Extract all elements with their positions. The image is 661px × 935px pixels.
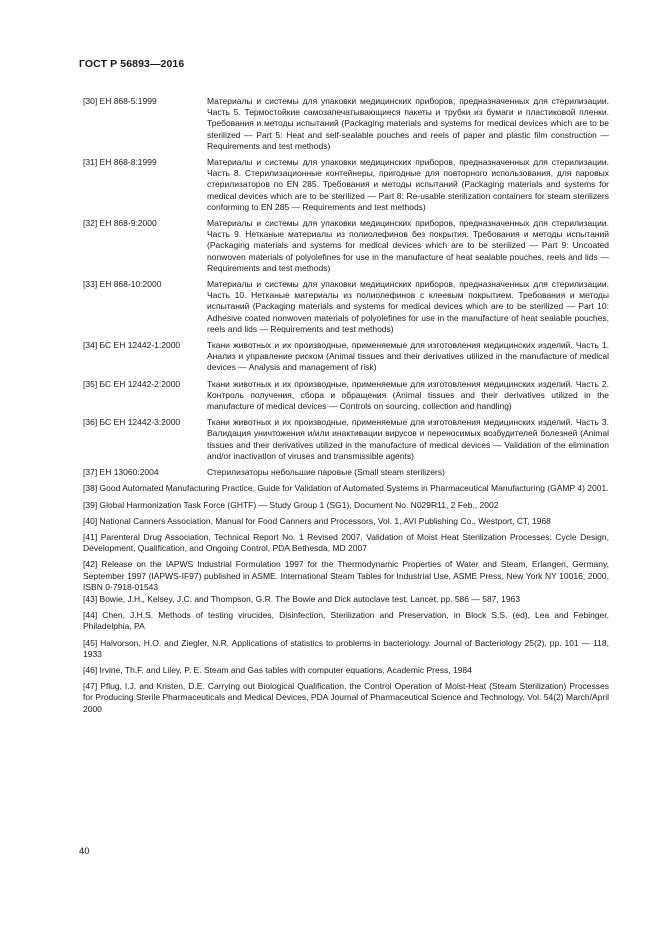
reference-entry: [46] Irvine, Th.F. and Liley, P. E. Steam and Gas tables with computer equations, Academic Press, 1984 xyxy=(83,664,472,675)
page-number: 40 xyxy=(79,846,90,857)
reference-text: Материалы и системы для упаковки медицинских приборов, предназначенных для стерилизации. Часть 8. Стерилизационные контейнеры, пригодные для повторного использования, для паровых стерилизаторов по EN 285. Требования и методы испытаний (Packaging materials and systems for medical devices which are to be sterilized — Part 8: Re-usable sterilization containers for steam sterilizers conforming to EN 285 — Requirements and test methods) xyxy=(207,157,609,212)
reference-entry: [38] Good Automated Manufacturing Practice, Guide for Validation of Automated Systems in Pharmaceutical Manufacturing (GAMP 4) 2001. xyxy=(83,483,609,494)
reference-entry xyxy=(83,279,609,335)
reference-entry: [45] Halvorson, H.O. and Ziegler, N.R. Applications of statistics to problems in bacteriology. Journal of Bacteriology 25(2), pp. 101 — 118, 1933 xyxy=(83,637,609,659)
reference-number: [37] EH 13060:2004 xyxy=(83,467,159,478)
reference-number: [33] EH 868-10:2000 xyxy=(83,279,162,290)
document-header: ГОСТ Р 56893—2016 xyxy=(79,58,185,70)
reference-entry xyxy=(83,417,609,462)
reference-number: [34] БС EH 12442-1:2000 xyxy=(83,340,181,351)
reference-number: [35] БС EH 12442-2:2000 xyxy=(83,378,181,389)
reference-entry: [44] Chen, J.H.S. Methods of testing virucides, Disinfection, Sterilization and Preservation, in Block S.S. (ed), Lea and Febinger, Philadelphia, PA xyxy=(83,610,609,632)
reference-entry xyxy=(83,157,609,213)
reference-entry xyxy=(83,467,609,478)
reference-text: Стерилизаторы небольшие паровые (Small steam sterilizers) xyxy=(207,467,445,478)
reference-text: Ткани животных и их производные, применяемые для изготовления медицинских изделий. Часть 2. Контроль получения, сбора и обращения (Animal tissues and their derivatives utilized in the manufacture of medical devices — Controls on sourcing, collection and handling) xyxy=(207,378,609,412)
reference-number: [32] EH 868-9:2000 xyxy=(83,218,157,229)
bibliography xyxy=(83,96,609,720)
reference-text: Материалы и системы для упаковки медицинских приборов, предназначенных для стерилизации. Часть 10. Нетканые материалы из полиолефинов с клеевым покрытием. Требования и методы испытаний (Packaging materials and systems for medical devices which are to be sterilized — Part 10: Adhesive coated nonwoven materials of polyolefines for use in the manufacture of heat sealable pouches, reels and lids — Requirements and test methods) xyxy=(207,279,609,334)
reference-text: Ткани животных и их производные, применяемые для изготовления медицинских изделий. Часть 3. Валидация уничтожения и/или инактивации вирусов и переносимых возбудителей болезней (Animal tissues and their derivatives utilized in the manufacture of medical devices — Validation of the elimination and/or inactivation of viruses and transmissible agents) xyxy=(207,417,609,461)
reference-text: Ткани животных и их производные, применяемые для изготовления медицинских изделий. Часть 1. Анализ и управление риском (Animal tissues and their derivatives utilized in the manufacture of medical devices — Analysis and management of risk) xyxy=(207,340,609,373)
reference-entry: [41] Parenteral Drug Association, Technical Report No. 1 Revised 2007, Validation of Moist Heat Sterilization Processes: Cycle Design, Development, Qualification, and Ongoing Control, PDA Bethesda, MD 2007 xyxy=(83,531,609,554)
reference-entry xyxy=(83,96,609,152)
reference-entry: [47] Pflug, I.J. and Kristen, D.E. Carrying out Biological Qualification, the Control Operation of Moist-Heat (Steam Sterilization) Processes for Producing Sterile Pharmaceuticals and Medical Devices, PDA Journal of Pharmaceutical Science and Technology, Vol. 54(2) March/April 2000 xyxy=(83,681,609,714)
reference-entry: [42] Release on the IAPWS Industrial Formulation 1997 for the Thermodynamic Properties of Water and Steam, Erlangen, Germany, September 1997 (IAPWS-IF97) published in ASME. International Steam Tables for Industrial Use, ASME Press, New York NY 10016, 2000, ISBN 0-7918-01543 xyxy=(83,559,609,592)
reference-entry xyxy=(83,379,609,413)
reference-number: [31] EH 868-8:1999 xyxy=(83,157,157,168)
reference-entry: [40] National Canners Association, Manual for Food Canners and Processors, Vol. 1, AVI Publishing Co., Westport, CT, 1968 xyxy=(83,515,551,526)
reference-entry xyxy=(83,218,609,274)
reference-entry: [43] Bowie, J.H., Kelsey, J.C. and Thompson, G.R. The Bowie and Dick autoclave test, Lancet, pp. 586 — 587, 1963 xyxy=(83,593,521,604)
reference-text: Материалы и системы для упаковки медицинских приборов, предназначенных для стерилизации. Часть 9. Нетканые материалы из полиолефинов без покрытия. Требования и методы испытаний (Packaging materials and systems for medical devices which are to be sterilized — Part 9: Uncoated nonwoven materials of polyolefines for use in the manufacture of heat sealable pouches, reels and lids — Requirements and test methods) xyxy=(207,218,609,273)
reference-entry xyxy=(83,340,609,374)
reference-text: Материалы и системы для упаковки медицинских приборов, предназначенных для стерилизации. Часть 5. Термостойкие самозапечатывающиеся пакеты и трубки из бумаги и пластиковой пленки. Требования и методы испытаний (Packaging materials and systems for medical devices which are to be sterilized — Part 5: Heat and self-sealable pouches and reels of paper and plastic film construction — Requirements and test methods) xyxy=(207,96,609,151)
reference-number: [36] БС EH 12442-3:2000 xyxy=(83,417,181,428)
reference-entry: [39] Global Harmonization Task Force (GHTF) — Study Group 1 (SG1), Document No. N029R11, 2 Feb., 2002 xyxy=(83,499,499,510)
reference-number: [30] EH 868-5:1999 xyxy=(83,96,157,106)
